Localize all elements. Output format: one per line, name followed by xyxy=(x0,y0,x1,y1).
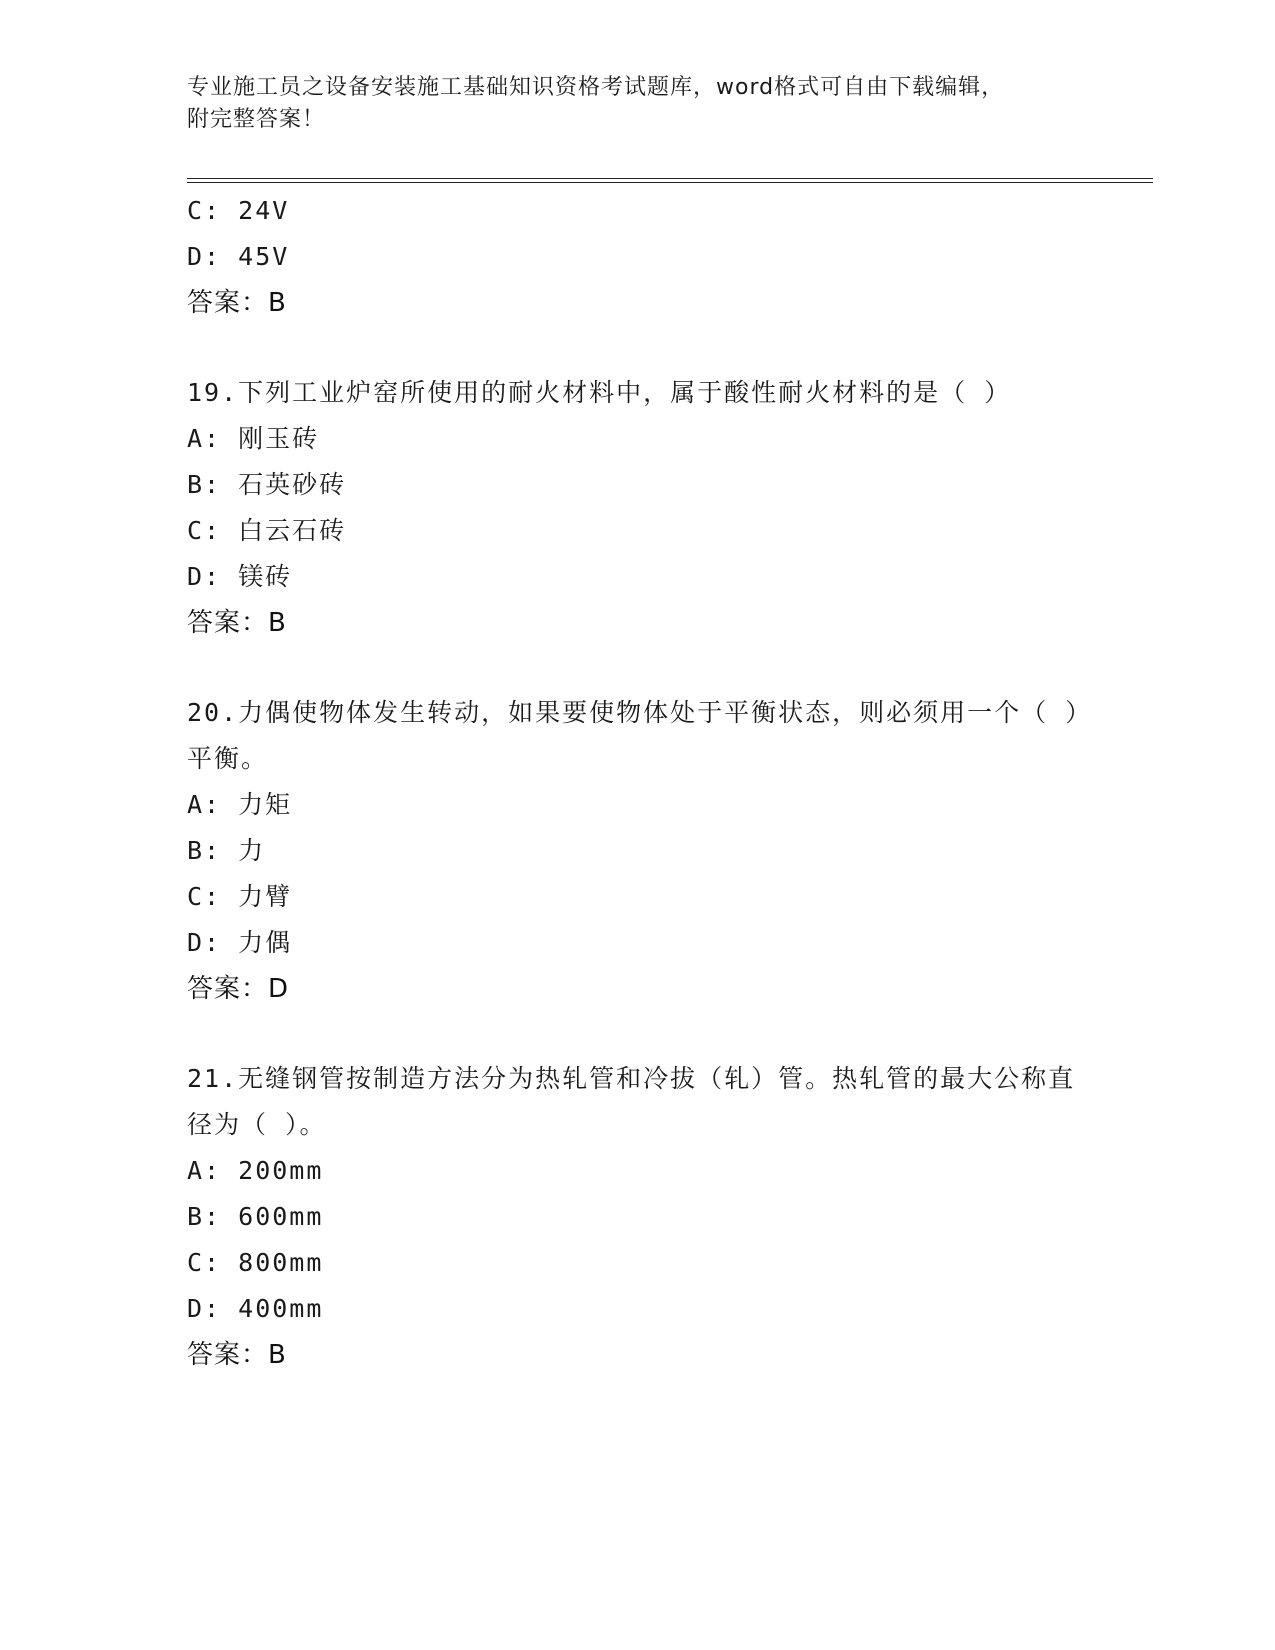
option-d: D: 力偶 xyxy=(187,928,293,957)
question-21 xyxy=(187,1056,1107,1378)
option-a: A: 力矩 xyxy=(187,790,293,819)
question-19 xyxy=(187,370,1107,646)
option-d: D: 45V xyxy=(187,242,290,271)
question-text: 21.无缝钢管按制造方法分为热轧管和冷拔（轧）管。热轧管的最大公称直径为（ ）。 xyxy=(187,1064,1076,1139)
option-a: A: 刚玉砖 xyxy=(187,424,320,453)
option-b: B: 石英砂砖 xyxy=(187,470,347,499)
question-text: 20.力偶使物体发生转动，如果要使物体处于平衡状态，则必须用一个（ ）平衡。 xyxy=(187,698,1080,773)
option-b: B: 600mm xyxy=(187,1202,324,1231)
question-18-continued xyxy=(187,188,1107,326)
option-b: B: 力 xyxy=(187,836,266,865)
answer-line: 答案：B xyxy=(187,1340,287,1370)
header-divider-bottom xyxy=(187,182,1153,183)
option-c: C: 800mm xyxy=(187,1248,324,1277)
option-c: C: 白云石砖 xyxy=(187,516,347,545)
page-header xyxy=(187,72,1067,136)
header-divider-top xyxy=(187,178,1153,179)
answer-line: 答案：B xyxy=(187,288,287,318)
option-a: A: 200mm xyxy=(187,1156,324,1185)
header-title-line-1: 专业施工员之设备安装施工基础知识资格考试题库，word格式可自由下载编辑， xyxy=(187,75,1005,100)
option-c: C: 力臂 xyxy=(187,882,293,911)
option-c: C: 24V xyxy=(187,196,290,225)
header-title-line-2: 附完整答案！ xyxy=(187,107,326,132)
document-body xyxy=(187,188,1107,1378)
answer-line: 答案：D xyxy=(187,974,290,1004)
option-d: D: 镁砖 xyxy=(187,562,293,591)
answer-line: 答案：B xyxy=(187,608,287,638)
option-d: D: 400mm xyxy=(187,1294,324,1323)
question-20 xyxy=(187,690,1107,1012)
question-text: 19.下列工业炉窑所使用的耐火材料中，属于酸性耐火材料的是（ ） xyxy=(187,378,1012,407)
